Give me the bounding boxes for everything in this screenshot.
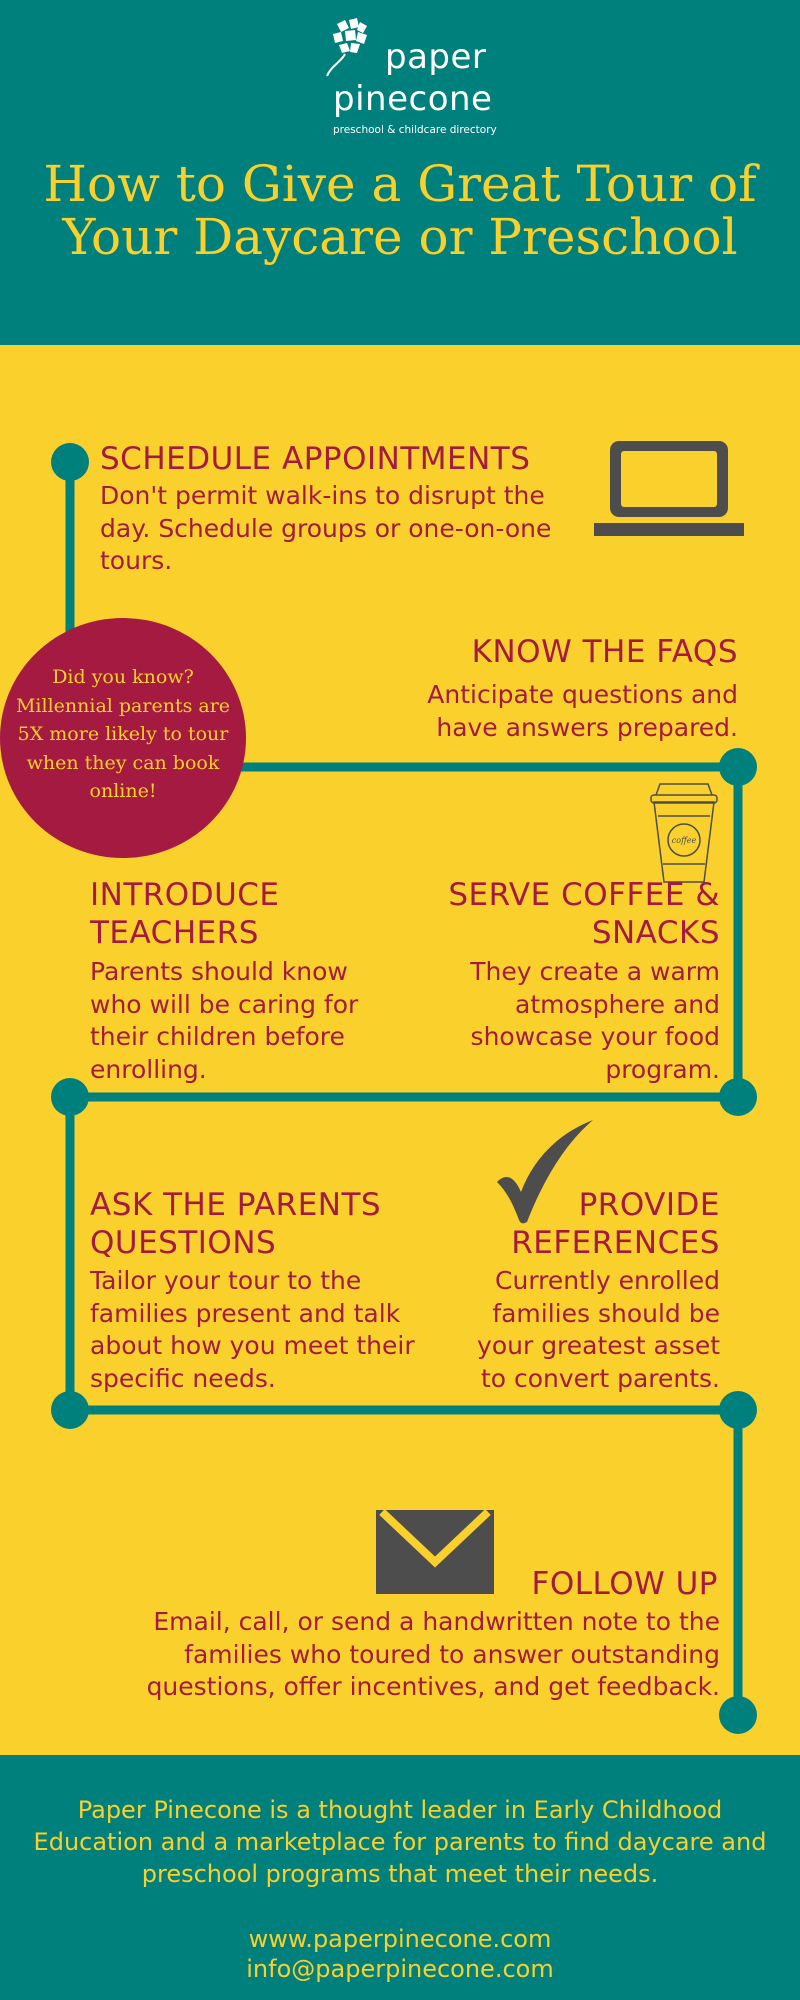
step-heading-serve-coffee-snacks: SERVE COFFEE & SNACKS [448, 877, 720, 952]
timeline-node [719, 1391, 757, 1429]
envelope-icon [376, 1510, 494, 1594]
step-heading-provide-references: PROVIDE REFERENCES [511, 1187, 720, 1262]
coffee-cup-icon [646, 780, 722, 884]
step-heading-follow-up: FOLLOW UP [531, 1566, 718, 1602]
timeline-node [719, 1078, 757, 1116]
step-body-schedule-appointments: Don't permit walk-ins to disrupt the day. Schedule groups or one-on-one tours. [100, 481, 552, 575]
email-link[interactable]: info@paperpinecone.com [246, 1955, 554, 1983]
did-you-know-callout [0, 618, 246, 858]
step-body-ask-the-parents-questions: Tailor your tour to the families present and talk about how you meet their specific needs. [90, 1266, 415, 1393]
step-body-provide-references: Currently enrolled families should be your greatest asset to convert parents. [477, 1266, 720, 1393]
timeline-node [51, 1391, 89, 1429]
brand-name-line1: paper [385, 37, 487, 77]
page-title: How to Give a Great Tour of Your Daycare or Preschool [43, 155, 757, 266]
step-body-follow-up: Email, call, or send a handwritten note to the families who toured to answer outstanding questions, offer incentives, and get feedback. [146, 1607, 720, 1701]
step-heading-ask-the-parents-questions: ASK THE PARENTS QUESTIONS [90, 1187, 382, 1262]
step-heading-introduce-teachers: INTRODUCE TEACHERS [90, 877, 280, 952]
footer-banner [0, 1755, 800, 2000]
website-link[interactable]: www.paperpinecone.com [248, 1925, 552, 1953]
laptop-icon [594, 438, 744, 538]
coffee-cup-label: coffee [671, 836, 697, 845]
step-body-introduce-teachers: Parents should know who will be caring for their children before enrolling. [90, 957, 359, 1084]
footer-about-text: Paper Pinecone is a thought leader in Early Childhood Education and a marketplace for parents to find daycare and preschool programs that meet their needs. [33, 1796, 767, 1888]
step-heading-know-the-faqs: KNOW THE FAQS [471, 634, 738, 670]
timeline-node [719, 748, 757, 786]
timeline-node [51, 1078, 89, 1116]
callout-text: Did you know? Millennial parents are 5X more likely to tour when they can book online! [15, 666, 231, 802]
step-body-serve-coffee-snacks: They create a warm atmosphere and showcase your food program. [470, 957, 720, 1084]
timeline-node [719, 1696, 757, 1734]
brand-tagline: preschool & childcare directory [333, 124, 497, 136]
brand-name-line2: pinecone [333, 79, 493, 119]
step-heading-schedule-appointments: SCHEDULE APPOINTMENTS [100, 441, 531, 477]
timeline-node [51, 443, 89, 481]
step-body-know-the-faqs: Anticipate questions and have answers prepared. [427, 680, 738, 742]
